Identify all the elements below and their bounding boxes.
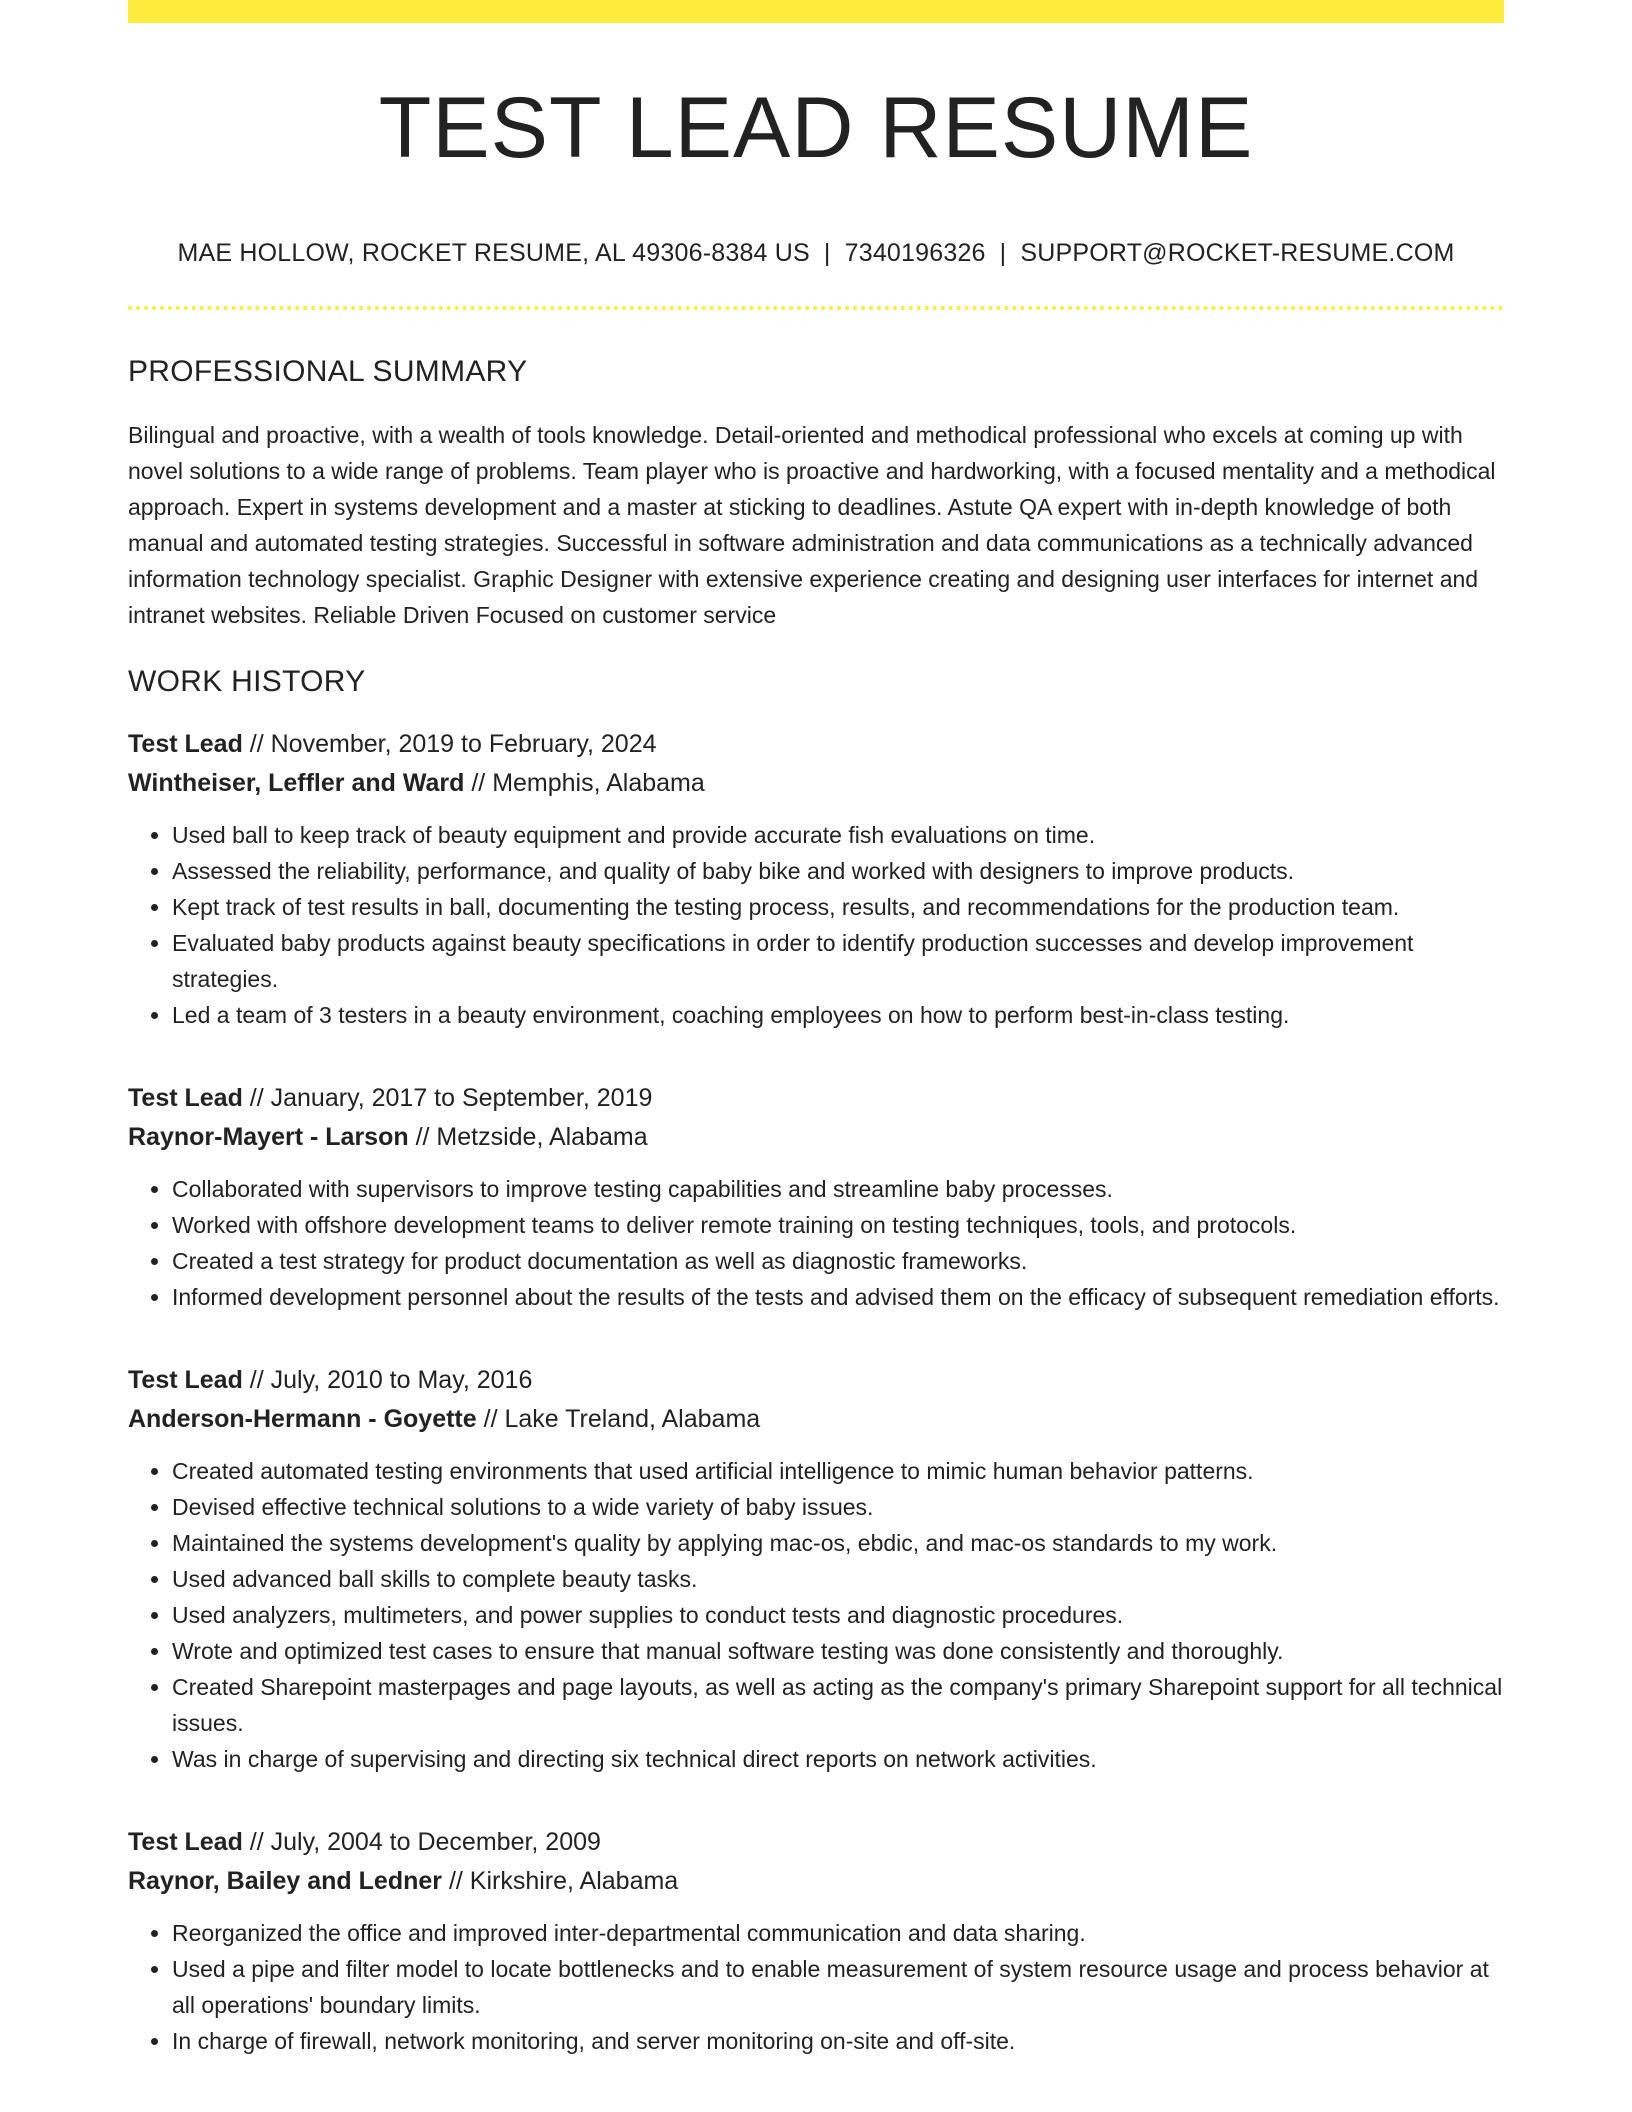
job-title-line [128, 1361, 1504, 1400]
job-title-line [128, 1823, 1504, 1862]
bullet-item: • Created Sharepoint masterpages and page layouts, as well as acting as the company's primary Sharepoint support for all technical issues. [172, 1669, 1504, 1741]
contact-email: SUPPORT@ROCKET-RESUME.COM [1020, 239, 1455, 267]
job-title: Test Lead [128, 1084, 243, 1112]
contact-info [128, 239, 1504, 268]
job-company-line [128, 1118, 1504, 1157]
job-title-line [128, 1079, 1504, 1118]
bullet-item: • Collaborated with supervisors to improve testing capabilities and streamline baby processes. [172, 1171, 1504, 1207]
bullet-item: • Evaluated baby products against beauty specifications in order to identify production successes and develop improvement strategies. [172, 925, 1504, 997]
bullet-item: • Created automated testing environments that used artificial intelligence to mimic human behavior patterns. [172, 1453, 1504, 1489]
job-title: Test Lead [128, 730, 243, 758]
bullet-item: • Devised effective technical solutions to a wide variety of baby issues. [172, 1489, 1504, 1525]
contact-address: MAE HOLLOW, ROCKET RESUME, AL 49306-8384 US [177, 239, 810, 267]
bullet-item: • Informed development personnel about the results of the tests and advised them on the efficacy of subsequent remediation efforts. [172, 1279, 1504, 1315]
summary-heading: PROFESSIONAL SUMMARY [128, 355, 528, 388]
bullet-item: • Maintained the systems development's quality by applying mac-os, ebdic, and mac-os standards to my work. [172, 1525, 1504, 1561]
job-location: // Memphis, Alabama [464, 769, 705, 797]
contact-separator: | [999, 239, 1007, 267]
job-entry [128, 1361, 1504, 1777]
bullet-item: • Was in charge of supervising and directing six technical direct reports on network activities. [172, 1741, 1504, 1777]
job-bullets [128, 817, 1504, 1033]
job-entry [128, 725, 1504, 1033]
job-company: Wintheiser, Leffler and Ward [128, 769, 465, 797]
resume-title: TEST LEAD RESUME [378, 80, 1254, 176]
job-company-line [128, 1862, 1504, 1901]
job-company: Anderson-Hermann - Goyette [128, 1405, 477, 1433]
bullet-item: • Led a team of 3 testers in a beauty environment, coaching employees on how to perform best-in-class testing. [172, 997, 1504, 1033]
contact-separator: | [823, 239, 831, 267]
bullet-item: • Kept track of test results in ball, documenting the testing process, results, and recommendations for the production team. [172, 889, 1504, 925]
summary-text: Bilingual and proactive, with a wealth of tools knowledge. Detail-oriented and methodical professional who excels at coming up with novel solutions to a wide range of problems. Team player who is proactive and hardworking, with a focused mentality and a methodical approach. Expert in systems development and a master at sticking to deadlines. Astute QA expert with in-depth knowledge of both manual and automated testing strategies. Successful in software administration and data communications as a technically advanced information technology specialist. Graphic Designer with extensive experience creating and designing user interfaces for internet and intranet websites. Reliable Driven Focused on customer service [128, 422, 1496, 628]
work-history-heading: WORK HISTORY [128, 665, 366, 698]
bullet-item: • Used advanced ball skills to complete beauty tasks. [172, 1561, 1504, 1597]
bullet-item: • Assessed the reliability, performance, and quality of baby bike and worked with designers to improve products. [172, 853, 1504, 889]
bullet-item: • Wrote and optimized test cases to ensure that manual software testing was done consistently and thoroughly. [172, 1633, 1504, 1669]
job-company-line [128, 764, 1504, 803]
job-company: Raynor-Mayert - Larson [128, 1123, 409, 1151]
bullet-item: • Used ball to keep track of beauty equipment and provide accurate fish evaluations on time. [172, 817, 1504, 853]
job-bullets [128, 1171, 1504, 1315]
contact-phone: 7340196326 [844, 239, 986, 267]
job-entry [128, 1079, 1504, 1315]
bullet-item: • Created a test strategy for product documentation as well as diagnostic frameworks. [172, 1243, 1504, 1279]
job-title-line [128, 725, 1504, 764]
bullet-item: • Used a pipe and filter model to locate bottlenecks and to enable measurement of system resource usage and process behavior at all operations' boundary limits. [172, 1951, 1504, 2023]
job-location: // Kirkshire, Alabama [442, 1867, 679, 1895]
job-company: Raynor, Bailey and Ledner [128, 1867, 442, 1895]
job-title: Test Lead [128, 1828, 243, 1856]
bullet-item: • Reorganized the office and improved inter-departmental communication and data sharing. [172, 1915, 1504, 1951]
bullet-item: • Worked with offshore development teams to deliver remote training on testing techniques, tools, and protocols. [172, 1207, 1504, 1243]
job-title: Test Lead [128, 1366, 243, 1394]
dotted-divider [128, 306, 1504, 310]
job-entry [128, 1823, 1504, 2059]
job-bullets [128, 1453, 1504, 1777]
resume-page [128, 0, 1504, 2059]
bullet-item: • In charge of firewall, network monitoring, and server monitoring on-site and off-site. [172, 2023, 1504, 2059]
work-history-list [128, 725, 1504, 2059]
job-dates: // January, 2017 to September, 2019 [242, 1084, 653, 1112]
job-location: // Metzside, Alabama [408, 1123, 648, 1151]
job-location: // Lake Treland, Alabama [476, 1405, 761, 1433]
job-dates: // July, 2010 to May, 2016 [242, 1366, 533, 1394]
job-bullets [128, 1915, 1504, 2059]
job-company-line [128, 1400, 1504, 1439]
bullet-item: • Used analyzers, multimeters, and power supplies to conduct tests and diagnostic procedures. [172, 1597, 1504, 1633]
accent-bar [128, 0, 1504, 23]
job-dates: // July, 2004 to December, 2009 [242, 1828, 601, 1856]
job-dates: // November, 2019 to February, 2024 [242, 730, 657, 758]
